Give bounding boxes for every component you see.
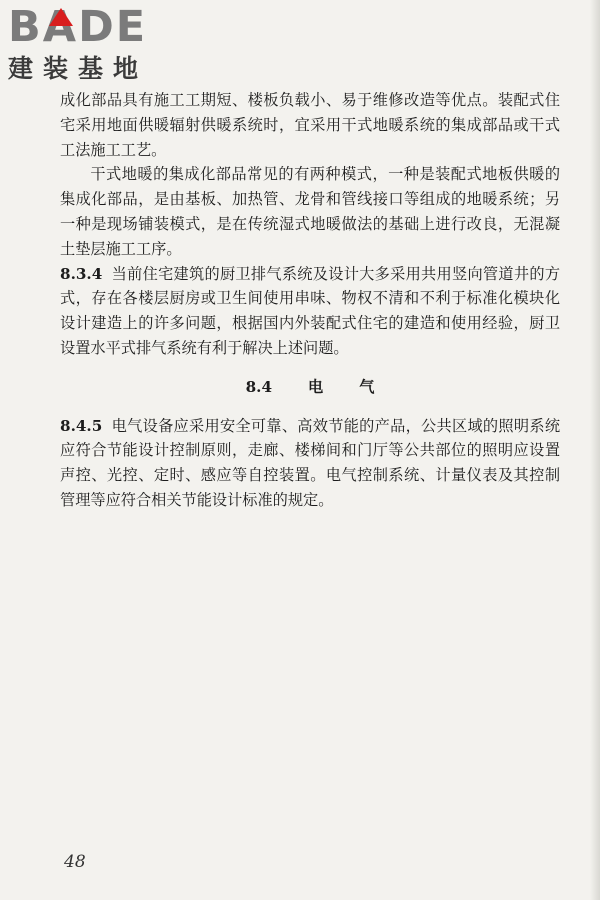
logo-red-triangle-icon — [49, 8, 73, 26]
logo-subtitle: 建装基地 — [8, 54, 149, 83]
page-number: 48 — [64, 852, 86, 872]
clause-8-4-5 — [60, 414, 560, 513]
section-heading-8-4 — [60, 375, 560, 400]
clause-text: 电气设备应采用安全可靠、高效节能的产品，公共区域的照明系统应符合节能设计控制原则，走廊、楼梯间和门厅等公共部位的照明应设置声控、光控、定时、感应等自控装置。电气控制系统、计量仪表及其控制管理等应符合相关节能设计标准的规定。 — [60, 416, 560, 509]
page-edge-shadow — [590, 0, 600, 900]
section-title-part1: 电 — [308, 377, 324, 396]
clause-number: 8.4.5 — [60, 416, 103, 435]
paragraph-continuation: 成化部品具有施工工期短、楼板负载小、易于维修改造等优点。装配式住宅采用地面供暖辐射供暖系统时，宜采用干式地暖系统的集成部品或干式工法施工工艺。 — [60, 91, 560, 159]
document-body — [60, 88, 560, 513]
bade-logo — [8, 4, 178, 88]
logo-wordmark: BA DE — [8, 2, 148, 52]
section-title-part2: 气 — [359, 377, 375, 396]
clause-text: 当前住宅建筑的厨卫排气系统及设计大多采用共用竖向管道井的方式，存在各楼层厨房或卫生间使用串味、物权不清和不利于标准化模块化设计建造上的许多问题，根据国内外装配式住宅的建造和使用经验，厨卫设置水平式排气系统有利于解决上述问题。 — [60, 264, 560, 357]
clause-number: 8.3.4 — [60, 264, 103, 283]
clause-8-3-4 — [60, 262, 560, 361]
paragraph-dry-floor-heating: 干式地暖的集成化部品常见的有两种模式，一种是装配式地板供暖的集成化部品，是由基板、加热管、龙骨和管线接口等组成的地暖系统；另一种是现场铺装模式，是在传统湿式地暖做法的基础上进行改良，无混凝土垫层施工工序。 — [60, 165, 560, 258]
section-number: 8.4 — [245, 377, 273, 396]
logo-letter-a: A — [42, 2, 79, 52]
